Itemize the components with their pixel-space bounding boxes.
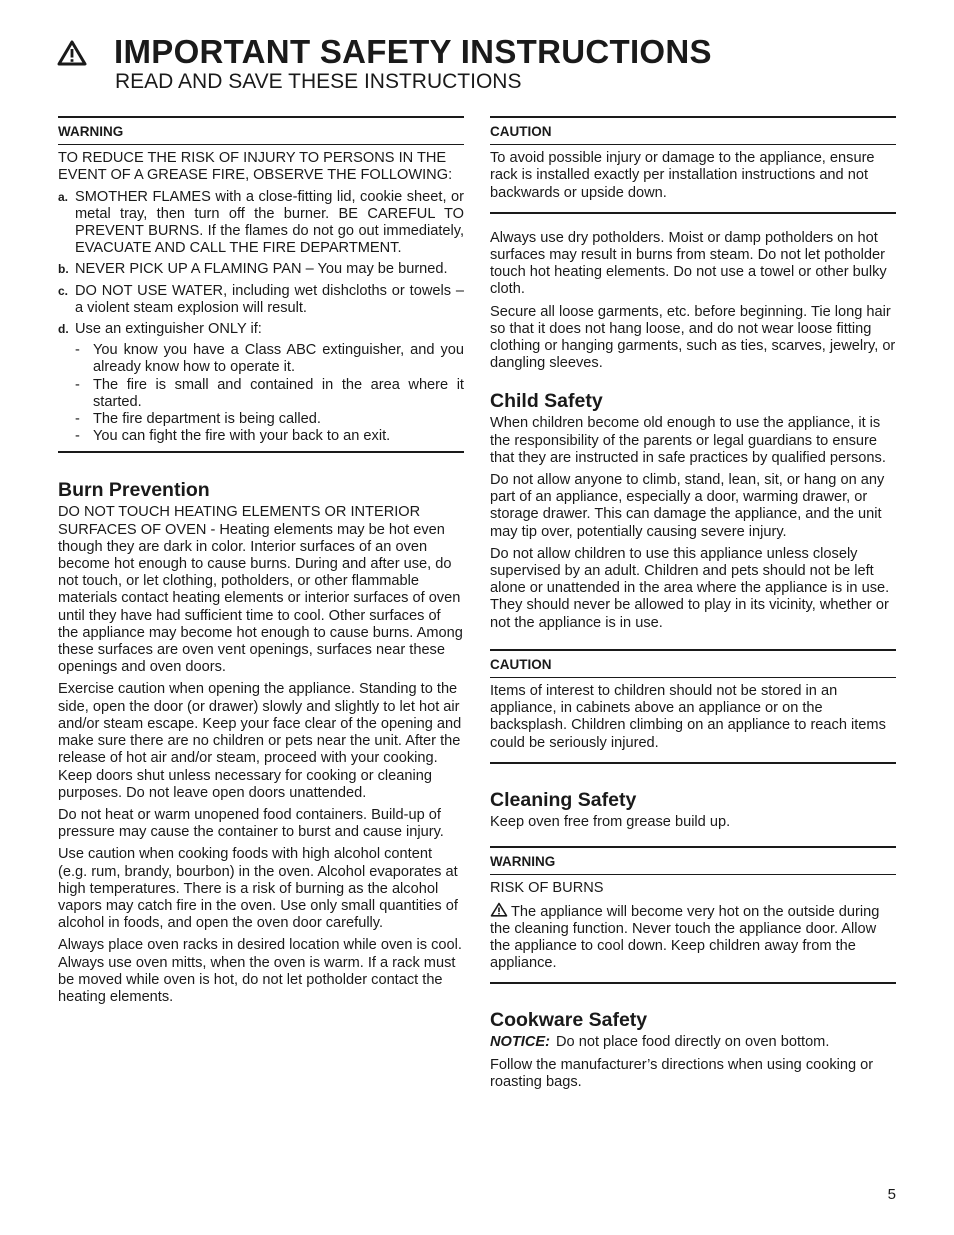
page-header bbox=[57, 34, 917, 94]
list-item bbox=[58, 189, 464, 258]
burn-paragraph: Always place oven racks in desired location while oven is cool. Always use oven mitts, when the oven is warm. If a rack must be moved while oven is hot, do not let potholder contact the heating elements. bbox=[58, 937, 462, 1005]
notice-text: Do not place food directly on oven bottom. bbox=[556, 1034, 830, 1051]
page-title: IMPORTANT SAFETY INSTRUCTIONS bbox=[114, 33, 712, 70]
child-safety-title: Child Safety bbox=[490, 390, 603, 413]
child-paragraph: When children become old enough to use the appliance, it is the responsibility of the parents or legal guardians to ensure that they are instructed in safe practices by qualified persons. bbox=[490, 415, 886, 466]
risk-heading: RISK OF BURNS bbox=[490, 880, 604, 897]
caution-box-children bbox=[490, 649, 896, 764]
warning-box bbox=[58, 116, 464, 453]
cookware-text: Follow the manufacturer’s directions when using cooking or roasting bags. bbox=[490, 1056, 874, 1090]
burn-paragraph: Use caution when cooking foods with high alcohol content (e.g. rum, brandy, bourbon) in the oven. Alcohol evaporates at high temperatures. There is a risk of burning as the alcohol vapors may catch fire in the oven. Use only small quantities of alcohol in foods, and open the oven door carefully. bbox=[58, 846, 458, 932]
sub-list-text: The fire department is being called. bbox=[93, 411, 321, 428]
sub-list-item bbox=[75, 377, 464, 411]
notice-label: NOTICE: bbox=[490, 1034, 550, 1051]
dash-marker: - bbox=[75, 428, 80, 445]
list-item bbox=[58, 261, 464, 278]
list-text: DO NOT USE WATER, including wet dishcloths or towels – a violent steam explosion will result. bbox=[75, 282, 464, 316]
cookware-safety-title: Cookware Safety bbox=[490, 1009, 648, 1032]
sub-list-item bbox=[75, 411, 464, 428]
sub-list-text: You know you have a Class ABC extinguisher, and you already know how to operate it. bbox=[93, 342, 464, 376]
list-item bbox=[58, 321, 464, 338]
burn-prevention-title: Burn Prevention bbox=[58, 479, 210, 502]
list-marker: b. bbox=[58, 262, 69, 277]
burn-paragraph: Do not heat or warm unopened food containers. Build-up of pressure may cause the container to burst and cause injury. bbox=[58, 806, 444, 841]
potholder-paragraph: Always use dry potholders. Moist or damp potholders on hot surfaces may result in burns from steam. Do not let potholder touch hot heating elements. Do not use a towel or other bulky cloth. bbox=[490, 229, 887, 298]
warning-box-burns bbox=[490, 846, 896, 984]
cleaning-text: Keep oven free from grease build up. bbox=[490, 813, 731, 830]
dash-marker: - bbox=[75, 411, 80, 428]
left-column bbox=[58, 116, 464, 1011]
list-text: NEVER PICK UP A FLAMING PAN – You may be burned. bbox=[75, 261, 448, 278]
caution-box-rack bbox=[490, 116, 896, 214]
sub-list-item bbox=[75, 342, 464, 376]
warning-label: WARNING bbox=[58, 118, 464, 145]
child-paragraph: Do not allow children to use this appliance unless closely supervised by an adult. Children and pets should not be left alone or unattended in the area where the appliance is in use. They should never be allowed to play in its vicinity, whether or not the appliance is in use. bbox=[490, 545, 890, 631]
list-marker: d. bbox=[58, 322, 69, 337]
cleaning-safety-title: Cleaning Safety bbox=[490, 788, 637, 811]
list-marker: a. bbox=[58, 189, 69, 204]
page-subtitle: READ AND SAVE THESE INSTRUCTIONS bbox=[115, 70, 522, 93]
caution-label: CAUTION bbox=[490, 118, 896, 145]
page-number: 5 bbox=[887, 1186, 896, 1203]
warning-text-row bbox=[490, 902, 896, 973]
burn-paragraph: DO NOT TOUCH HEATING ELEMENTS OR INTERIOR SURFACES OF OVEN - Heating elements may be hot even though they are dark in color. Interior surfaces of an oven become hot enough to cause burns. During and after use, do not touch, or let clothing, potholders, or other flammable materials contact heating elements or interior surfaces of oven until they have had sufficient time to cool. Other surfaces of the appliance may become hot enough to cause burns. Among these surfaces are oven vent openings, surfaces near these openings and oven doors. bbox=[58, 504, 463, 676]
dash-marker: - bbox=[75, 376, 80, 393]
warning-intro: TO REDUCE THE RISK OF INJURY TO PERSONS IN THE EVENT OF A GREASE FIRE, OBSERVE THE FOLLOWING: bbox=[58, 150, 453, 184]
notice-row bbox=[490, 1034, 896, 1051]
garments-paragraph: Secure all loose garments, etc. before beginning. Tie long hair so that it does not hang loose, and do not wear loose fitting clothing or hanging garments, such as ties, scarves, jewelry, or dangling sleeves. bbox=[490, 303, 896, 372]
warning-body bbox=[490, 875, 896, 982]
sub-list-item bbox=[75, 428, 464, 445]
warning-label: WARNING bbox=[490, 848, 896, 875]
dash-marker: - bbox=[75, 342, 80, 359]
warning-triangle-icon bbox=[57, 40, 87, 66]
caution-body bbox=[490, 678, 896, 762]
title-row bbox=[57, 34, 917, 70]
caution-text: To avoid possible injury or damage to the appliance, ensure rack is installed exactly per installation instructions and not backwards or upside down. bbox=[490, 150, 875, 201]
sub-list-text: You can fight the fire with your back to an exit. bbox=[93, 428, 391, 445]
caution-text: Items of interest to children should not be stored in an appliance, in cabinets above an appliance or on the backsplash. Children climbing on an appliance to reach items could be seriously injured. bbox=[490, 683, 886, 751]
warning-body bbox=[58, 145, 464, 451]
caution-label: CAUTION bbox=[490, 651, 896, 678]
list-text: Use an extinguisher ONLY if: bbox=[75, 321, 262, 338]
list-item bbox=[58, 283, 464, 317]
warning-triangle-icon bbox=[490, 902, 508, 917]
right-column bbox=[490, 116, 896, 1096]
warning-text: The appliance will become very hot on the outside during the cleaning function. Never touch the appliance door. Allow the appliance to cool down. Keep children away from the appliance. bbox=[490, 903, 880, 972]
burn-paragraph: Exercise caution when opening the appliance. Standing to the side, open the door (or drawer) slowly and slightly to let hot air and/or steam escape. Keep your face clear of the opening and make sure there are no children or pets near the unit. After the release of hot air and/or steam, proceed with your cooking. Keep doors shut unless necessary for cooking or cleaning purposes. Do not leave open doors unattended. bbox=[58, 681, 462, 801]
sub-list-text: The fire is small and contained in the area where it started. bbox=[93, 376, 464, 410]
caution-body bbox=[490, 145, 896, 212]
list-text: SMOTHER FLAMES with a close-fitting lid, cookie sheet, or metal tray, then turn off the burner. BE CAREFUL TO PREVENT BURNS. If the flames do not go out immediately, EVACUATE AND CALL THE FIRE DEPARTMENT. bbox=[75, 188, 464, 257]
child-paragraph: Do not allow anyone to climb, stand, lean, sit, or hang on any part of an appliance, especially a door, warming drawer, or storage drawer. This can damage the appliance, and the unit may tip over, potentially causing severe injury. bbox=[490, 472, 885, 540]
list-marker: c. bbox=[58, 283, 69, 298]
